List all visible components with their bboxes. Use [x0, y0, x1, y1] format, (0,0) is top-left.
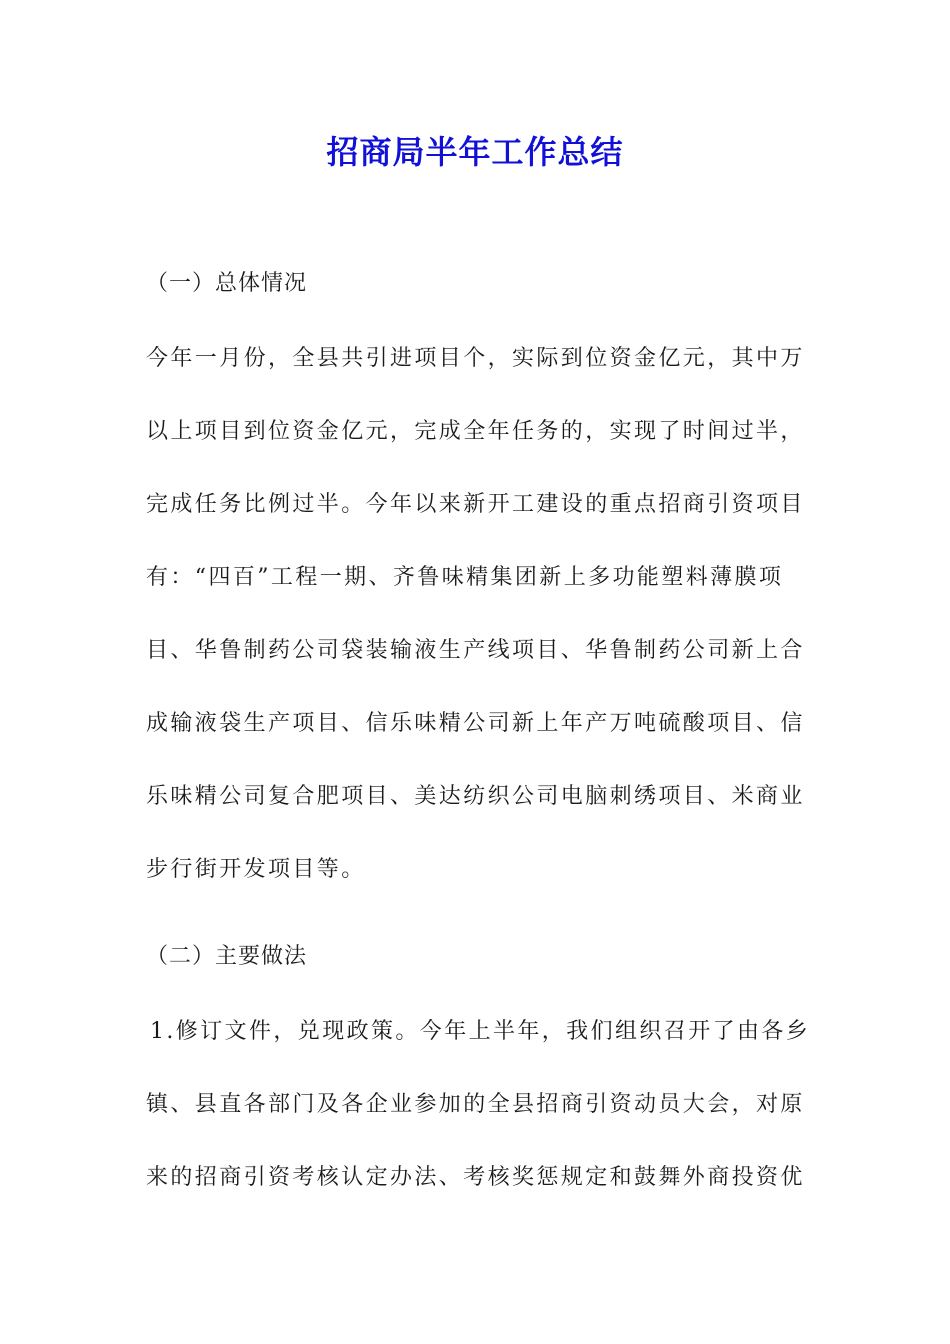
paragraph-overview	[146, 322, 806, 906]
paragraph-line: 成输液袋生产项目、信乐味精公司新上年产万吨硫酸项目、信	[146, 711, 805, 736]
paragraph-line: 目、华鲁制药公司袋装输液生产线项目、华鲁制药公司新上合	[146, 638, 805, 663]
paragraph-main-practices	[146, 995, 811, 1214]
paragraph-line: 1.修订文件，兑现政策。今年上半年，我们组织召开了由各乡	[150, 1019, 811, 1044]
paragraph-line: 来的招商引资考核认定办法、考核奖惩规定和鼓舞外商投资优	[146, 1165, 805, 1190]
paragraph-line: 完成任务比例过半。今年以来新开工建设的重点招商引资项目	[146, 492, 805, 517]
paragraph-line: 今年一月份，全县共引进项目个，实际到位资金亿元，其中万	[146, 346, 805, 371]
document-title: 招商局半年工作总结	[326, 133, 624, 171]
section-heading-main-practices: （二）主要做法	[146, 944, 308, 969]
paragraph-line: 乐味精公司复合肥项目、美达纺织公司电脑刺绣项目、米商业	[146, 784, 805, 809]
paragraph-line: 镇、县直各部门及各企业参加的全县招商引资动员大会，对原	[146, 1092, 805, 1117]
paragraph-line: 步行街开发项目等。	[146, 857, 366, 882]
paragraph-line: 以上项目到位资金亿元，完成全年任务的，实现了时间过半，	[146, 419, 805, 444]
section-heading-overview: （一）总体情况	[146, 271, 308, 296]
paragraph-line: 有：“四百”工程一期、齐鲁味精集团新上多功能塑料薄膜项	[146, 565, 784, 590]
